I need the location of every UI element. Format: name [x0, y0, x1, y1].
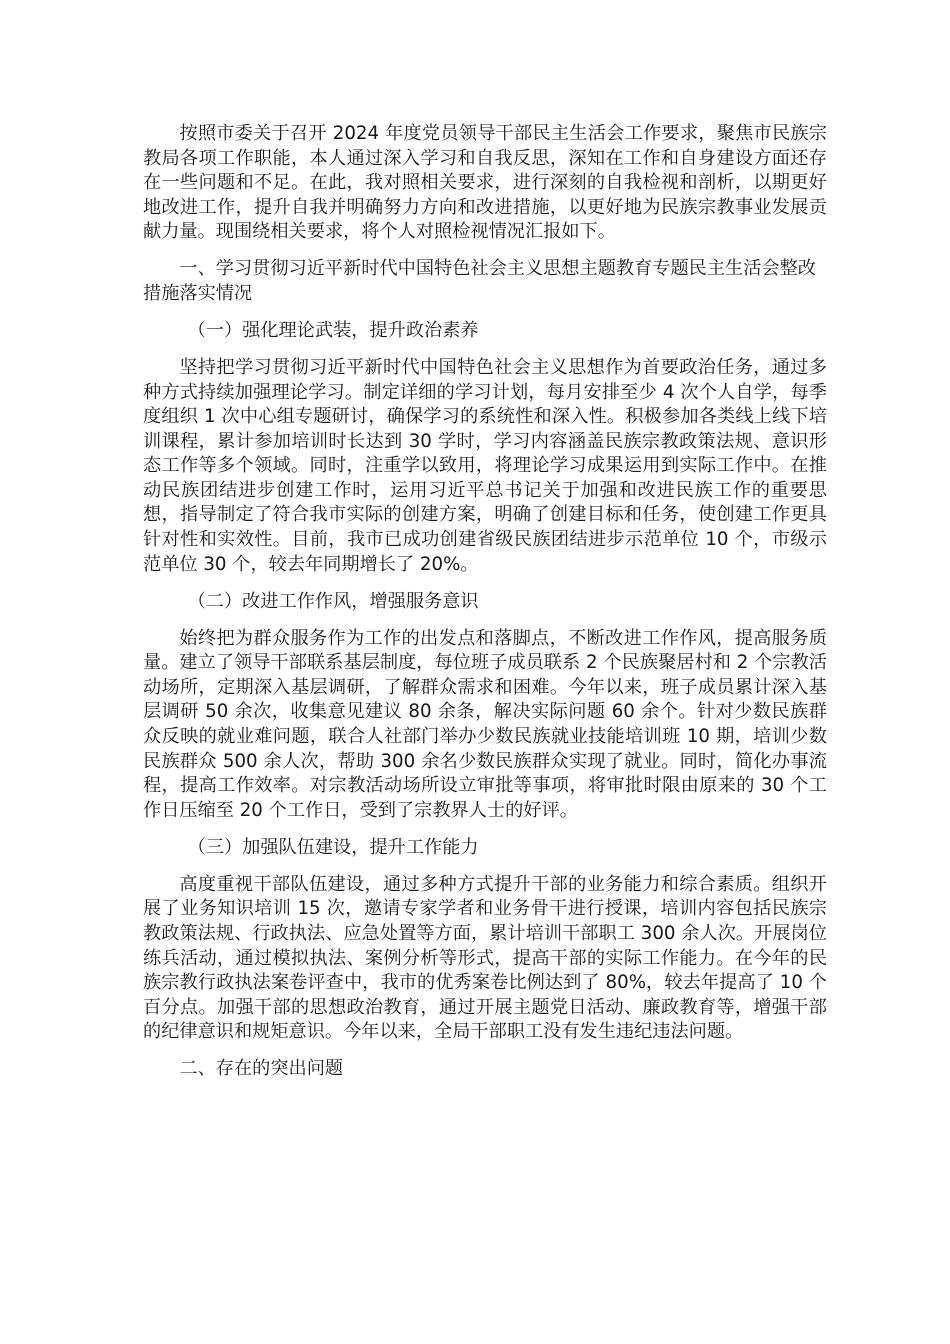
section-1-heading: 一、学习贯彻习近平新时代中国特色社会主义思想主题教育专题民主生活会整改措施落实情况 — [143, 258, 816, 304]
document-page — [143, 122, 827, 1094]
subsection-2-body: 始终把为群众服务作为工作的出发点和落脚点，不断改进工作作风，提高服务质量。建立了领导干部联系基层制度，每位班子成员联系 2 个民族聚居村和 2 个宗教活动场所，定期深入基层调研，了解群众需求和困难。今年以来，班子成员累计深入基层调研 50 余次，收集意见建议 80 余条，解决实际问题 60 余个。针对少数民族群众反映的就业难问题，联合人社部门举办少数民族就业技能培训班 10 期，培训少数民族群众 500 余人次，帮助 300 余名少数民族群众实现了就业。同时，简化办事流程，提高工作效率。对宗教活动场所设立审批等事项，将审批时限由原来的 30 个工作日压缩至 20 个工作日，受到了宗教界人士的好评。 — [143, 627, 827, 821]
intro-paragraph: 按照市委关于召开 2024 年度党员领导干部民主生活会工作要求，聚焦市民族宗教局各项工作职能，本人通过深入学习和自我反思，深知在工作和自身建设方面还存在一些问题和不足。在此，我对照相关要求，进行深刻的自我检视和剖析，以期更好地改进工作，提升自我并明确努力方向和改进措施，以更好地为民族宗教事业发展贡献力量。现围绕相关要求，将个人对照检视情况汇报如下。 — [143, 123, 827, 243]
subsection-2-heading: （二）改进工作作风，增强服务意识 — [187, 590, 479, 612]
subsection-1-heading: （一）强化理论武装，提升政治素养 — [187, 319, 479, 341]
subsection-3-heading: （三）加强队伍建设，提升工作能力 — [187, 836, 479, 858]
section-2-heading: 二、存在的突出问题 — [179, 1058, 344, 1080]
subsection-3-body: 高度重视干部队伍建设，通过多种方式提升干部的业务能力和综合素质。组织开展了业务知识培训 15 次，邀请专家学者和业务骨干进行授课，培训内容包括民族宗教政策法规、行政执法、应急处置等方面，累计培训干部职工 300 余人次。开展岗位练兵活动，通过模拟执法、案例分析等形式，提高干部的实际工作能力。在今年的民族宗教行政执法案卷评查中，我市的优秀案卷比例达到了 80%，较去年提高了 10 个百分点。加强干部的思想政治教育，通过开展主题党日活动、廉政教育等，增强干部的纪律意识和规矩意识。今年以来，全局干部职工没有发生违纪违法问题。 — [143, 873, 827, 1043]
subsection-1-body: 坚持把学习贯彻习近平新时代中国特色社会主义思想作为首要政治任务，通过多种方式持续加强理论学习。制定详细的学习计划，每月安排至少 4 次个人自学，每季度组织 1 次中心组专题研讨，确保学习的系统性和深入性。积极参加各类线上线下培训课程，累计参加培训时长达到 30 学时，学习内容涵盖民族宗教政策法规、意识形态工作等多个领域。同时，注重学以致用，将理论学习成果运用到实际工作中。在推动民族团结进步创建工作时，运用习近平总书记关于加强和改进民族工作的重要思想，指导制定了符合我市实际的创建方案，明确了创建目标和任务，使创建工作更具针对性和实效性。目前，我市已成功创建省级民族团结进步示范单位 10 个，市级示范单位 30 个，较去年同期增长了 20%。 — [143, 356, 827, 575]
